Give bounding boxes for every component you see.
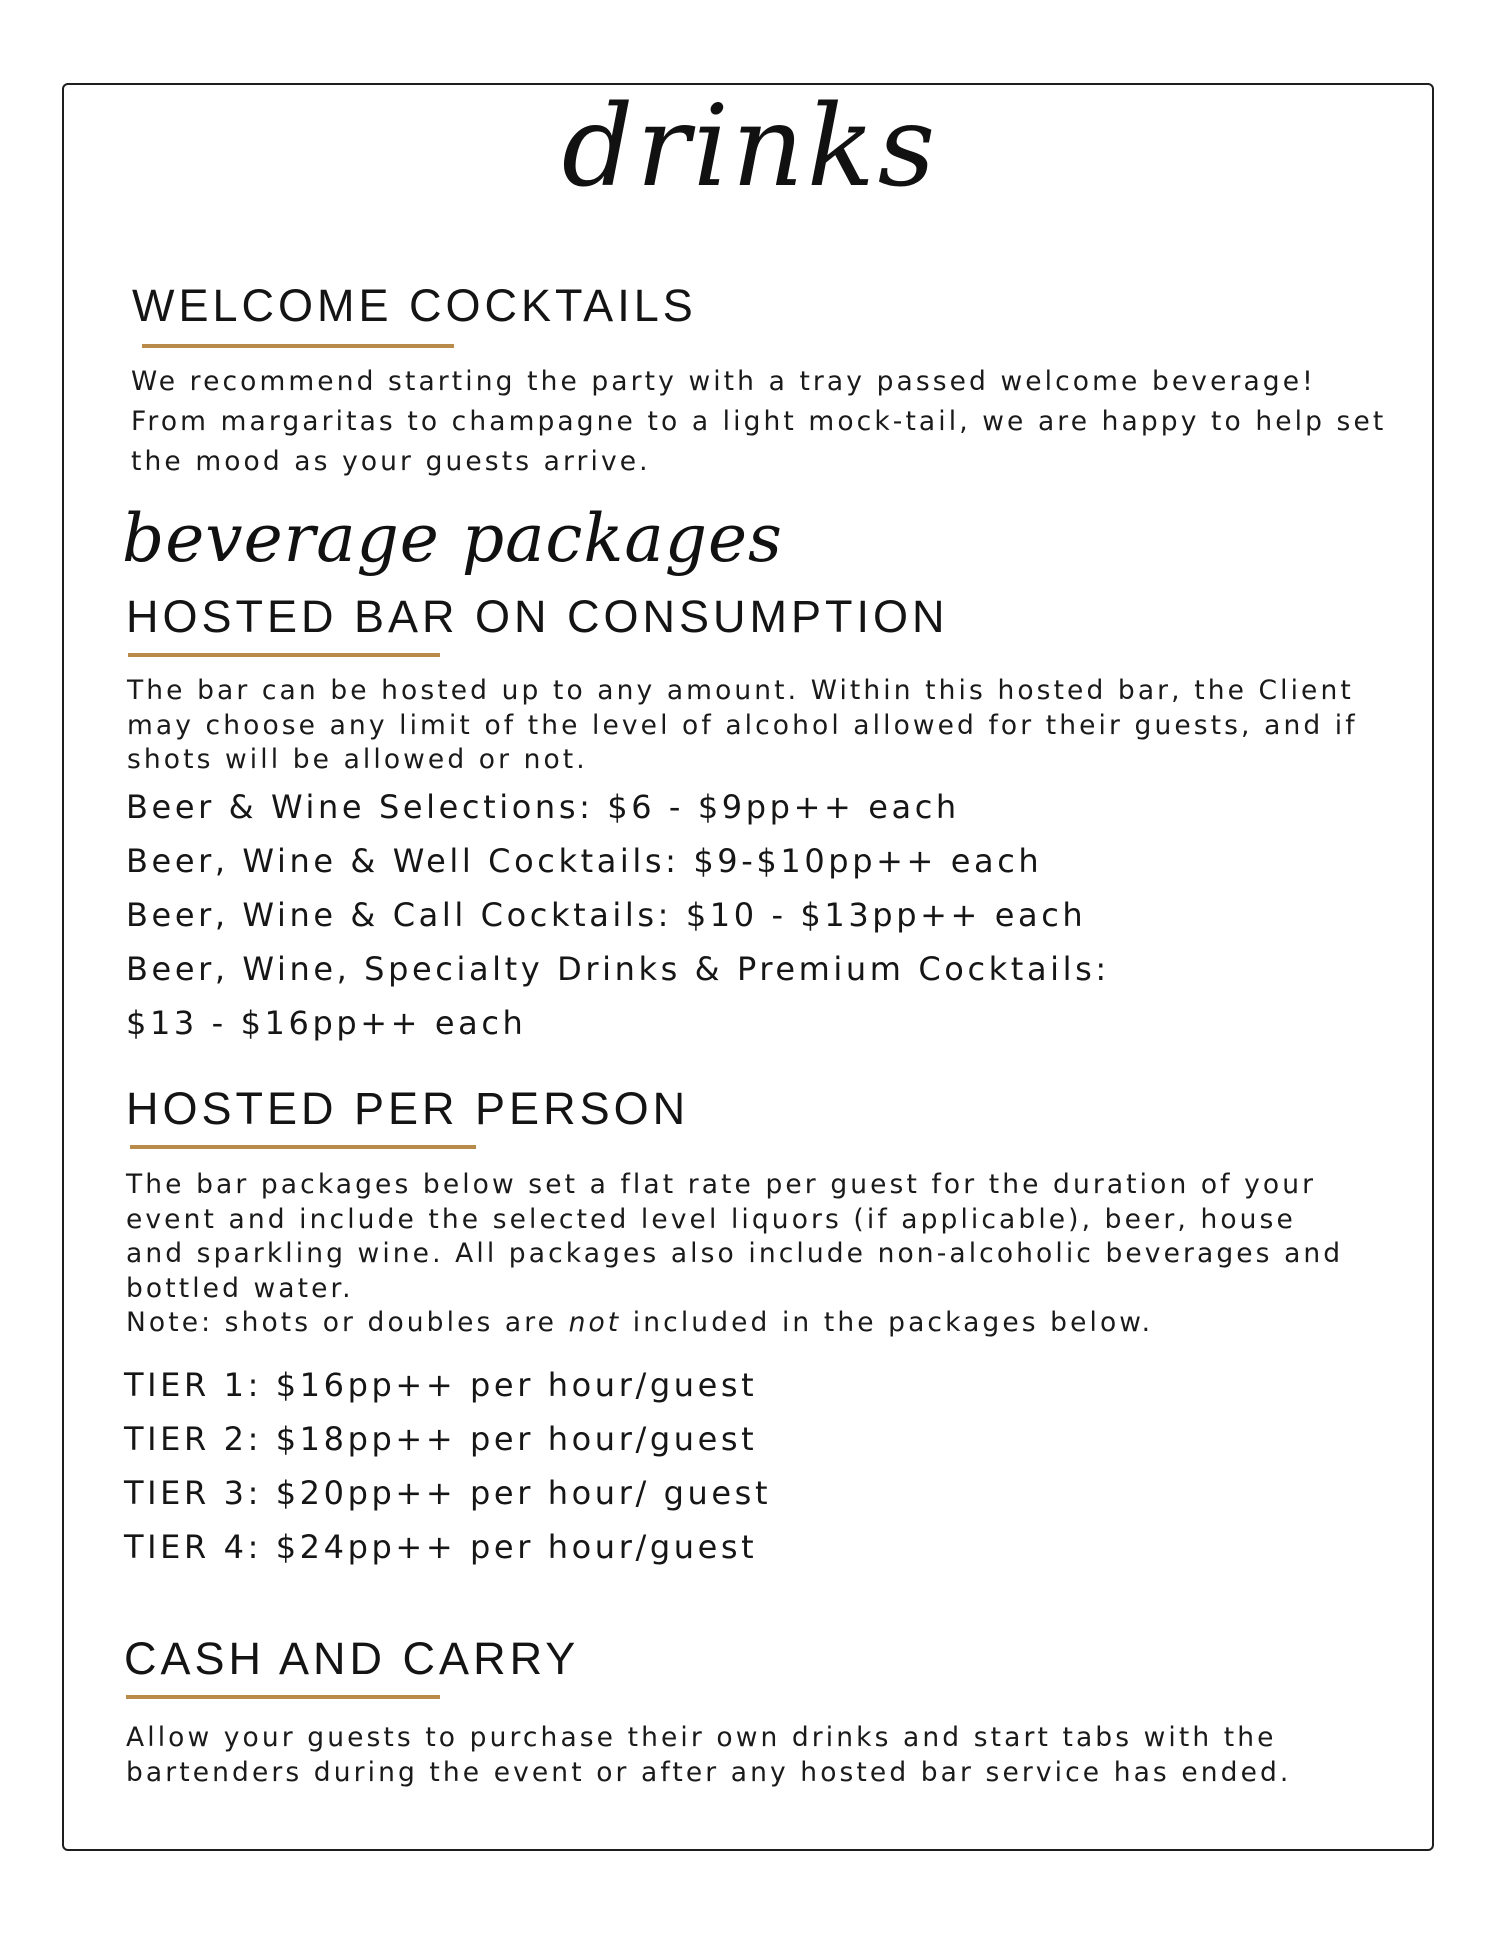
consumption-item: Beer, Wine, Specialty Drinks & Premium Cocktails: [126,950,1110,988]
tier-item: TIER 4: $24pp++ per hour/guest [124,1528,758,1566]
per-person-body [126,1168,1426,1341]
page-title: drinks [561,82,939,212]
per-person-note [126,1306,1426,1341]
tier-item: TIER 2: $18pp++ per hour/guest [124,1420,758,1458]
per-person-body-line: and sparkling wine. All packages also include non-alcoholic beverages and [126,1238,1344,1269]
per-person-body-line: event and include the selected level liquors (if applicable), beer, house [126,1203,1296,1235]
per-person-rule [130,1145,476,1149]
consumption-heading: HOSTED BAR ON CONSUMPTION [126,591,949,642]
tier-item: TIER 3: $20pp++ per hour/ guest [124,1474,772,1512]
per-person-heading: HOSTED PER PERSON [126,1083,690,1134]
welcome-body: We recommend starting the party with a tray passed welcome beverage! From margaritas to champagne to a light mock-tail, we are happy to help set the mood as your guests arrive. [131,366,1387,477]
consumption-item: Beer, Wine & Well Cocktails: $9-$10pp++ each [126,842,1043,880]
note-suffix: included in the packages below. [621,1307,1154,1338]
note-emphasis: not [568,1307,622,1338]
consumption-item: Beer & Wine Selections: $6 - $9pp++ each [126,788,960,826]
consumption-item: $13 - $16pp++ each [126,1004,527,1042]
welcome-heading: WELCOME COCKTAILS [132,280,697,331]
per-person-body-line: bottled water. [126,1272,354,1304]
consumption-item: Beer, Wine & Call Cocktails: $10 - $13pp++ each [126,896,1087,934]
tier-item: TIER 1: $16pp++ per hour/guest [124,1366,758,1404]
per-person-body-line: The bar packages below set a flat rate per guest for the duration of your [126,1169,1317,1200]
note-prefix: Note: shots or doubles are [126,1307,569,1338]
packages-title: beverage packages [122,500,783,577]
welcome-rule [142,344,454,348]
cash-heading: CASH AND CARRY [124,1633,580,1684]
cash-body: Allow your guests to purchase their own drinks and start tabs with the bartenders during the event or after any hosted bar service has ended. [126,1722,1292,1788]
cash-rule [126,1695,440,1699]
consumption-rule [128,653,440,657]
consumption-body: The bar can be hosted up to any amount. Within this hosted bar, the Client may choose any limit of the level of alcohol allowed for their guests, and if shots will be allowed or not. [127,675,1358,775]
